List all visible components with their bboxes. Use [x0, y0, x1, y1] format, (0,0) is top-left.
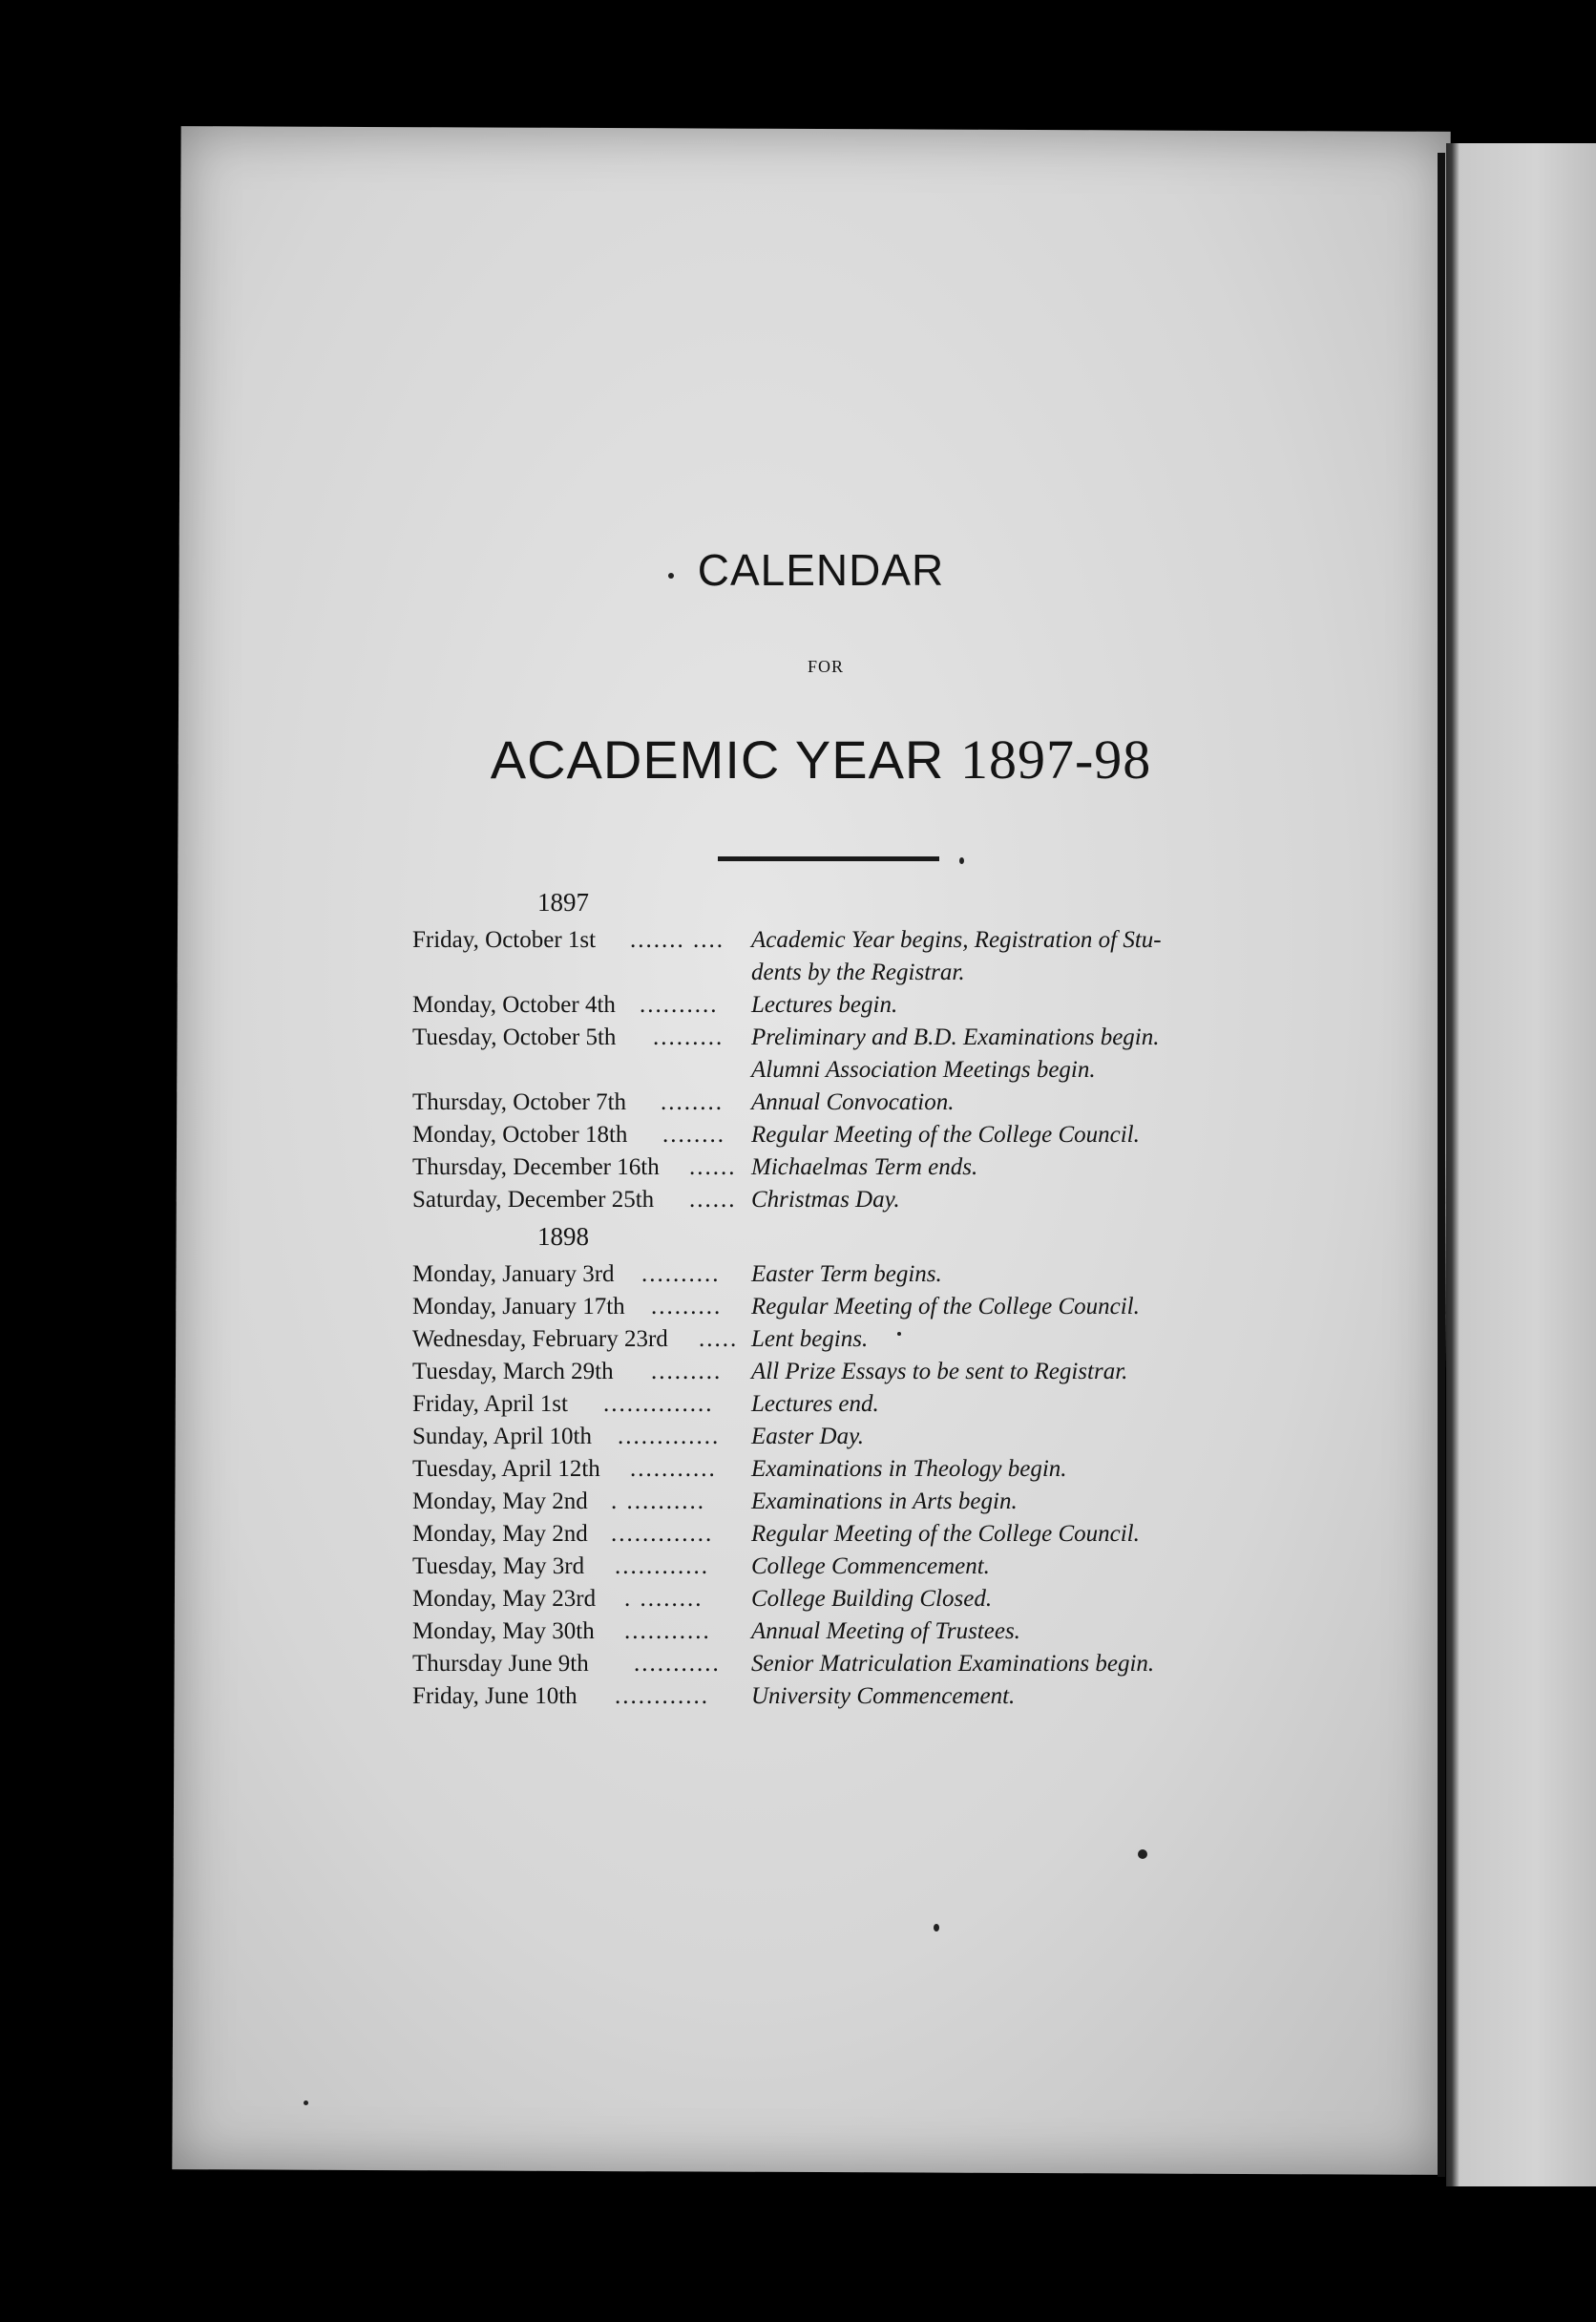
- calendar-entry: [412, 1022, 1252, 1087]
- calendar-entry: [412, 1356, 1252, 1388]
- leader-dots: ..............: [603, 1391, 714, 1417]
- entry-event: Easter Day.: [751, 1424, 865, 1449]
- entry-date: Saturday, December 25th: [412, 1187, 655, 1213]
- calendar-entry: [412, 1518, 1252, 1551]
- subtitle-text: ACADEMIC YEAR: [490, 729, 945, 790]
- entry-event: College Building Closed.: [751, 1586, 993, 1612]
- calendar-entry: [412, 1680, 1252, 1713]
- entry-event: Lectures end.: [751, 1391, 879, 1417]
- leader-dots: ............: [615, 1553, 709, 1579]
- entry-event: Michaelmas Term ends.: [751, 1154, 978, 1180]
- leader-dots: .............: [618, 1424, 721, 1449]
- entry-event: Regular Meeting of the College Council.: [751, 1294, 1140, 1319]
- leader-dots: ...........: [630, 1456, 717, 1482]
- entry-date: Friday, October 1st: [412, 927, 597, 953]
- subtitle-year: 1897-98: [959, 728, 1152, 791]
- leader-dots: . ........: [624, 1586, 704, 1612]
- calendar-entry: [412, 1648, 1252, 1680]
- entry-date: Monday, January 17th: [412, 1294, 625, 1319]
- calendar-entry: [412, 1184, 1252, 1216]
- entry-event: University Commencement.: [751, 1683, 1016, 1709]
- leader-dots: ..........: [641, 1261, 721, 1287]
- scan-speck: [897, 1332, 901, 1336]
- leader-dots: .............: [611, 1521, 714, 1547]
- entry-event: Senior Matriculation Examinations begin.: [751, 1651, 1155, 1677]
- calendar-entry: [412, 1583, 1252, 1615]
- leader-dots: ..........: [640, 992, 719, 1018]
- calendar-entry: [412, 1151, 1252, 1184]
- entry-date: Wednesday, February 23rd: [412, 1326, 668, 1352]
- leader-dots: ......: [689, 1154, 737, 1180]
- calendar-entry: [412, 1388, 1252, 1421]
- entry-event: Lent begins.: [751, 1326, 869, 1352]
- page-title: CALENDAR: [697, 545, 945, 595]
- entry-date: Monday, May 2nd: [412, 1521, 588, 1547]
- right-page-edge: [1446, 143, 1596, 2186]
- entry-event: Lectures begin.: [751, 992, 898, 1018]
- entry-event: Examinations in Theology begin.: [751, 1456, 1067, 1482]
- leader-dots: ............: [615, 1683, 709, 1709]
- entry-date: Monday, October 4th: [412, 992, 616, 1018]
- entry-event: Annual Meeting of Trustees.: [751, 1618, 1020, 1644]
- calendar-entry: [412, 1119, 1252, 1151]
- for-label: FOR: [807, 657, 844, 676]
- entry-event: Christmas Day.: [751, 1187, 900, 1213]
- calendar-entry: [412, 1291, 1252, 1323]
- calendar-entry: [412, 1258, 1252, 1291]
- leader-dots: ........: [662, 1122, 725, 1148]
- page-subtitle: [0, 728, 1596, 792]
- calendar-entry: [412, 989, 1252, 1022]
- entry-date: Thursday, October 7th: [412, 1089, 627, 1115]
- leader-dots: .....: [699, 1326, 739, 1352]
- entry-event: Academic Year begins, Registration of Stu-: [751, 927, 1162, 953]
- entry-date: Monday, May 30th: [412, 1618, 595, 1644]
- calendar-entry: [412, 1486, 1252, 1518]
- entry-date: Friday, June 10th: [412, 1683, 578, 1709]
- scan-speck: [1138, 1849, 1147, 1859]
- calendar-entry: [412, 1323, 1252, 1356]
- calendar-entry: [412, 1453, 1252, 1486]
- leader-dots: ...........: [634, 1651, 721, 1677]
- leader-dots: . ..........: [611, 1488, 705, 1514]
- entry-date: Monday, May 23rd: [412, 1586, 597, 1612]
- leader-dots: ....... ....: [630, 927, 724, 953]
- entry-date: Monday, January 3rd: [412, 1261, 615, 1287]
- entry-date: Friday, April 1st: [412, 1391, 568, 1417]
- section-year-1898: 1898: [537, 1222, 589, 1251]
- entry-event: Preliminary and B.D. Examinations begin.: [751, 1024, 1160, 1050]
- calendar-list-1897: [412, 924, 1252, 1216]
- title-rule: [718, 856, 939, 861]
- entry-event: Annual Convocation.: [751, 1089, 955, 1115]
- calendar-entry: [412, 1421, 1252, 1453]
- leader-dots: .........: [651, 1294, 723, 1319]
- entry-date: Monday, October 18th: [412, 1122, 628, 1148]
- entry-date: Thursday June 9th: [412, 1651, 589, 1677]
- entry-date: Tuesday, October 5th: [412, 1024, 617, 1050]
- entry-date: Tuesday, March 29th: [412, 1359, 614, 1384]
- leader-dots: .........: [651, 1359, 723, 1384]
- entry-date: Tuesday, May 3rd: [412, 1553, 585, 1579]
- scan-speck: [959, 857, 964, 864]
- entry-date: Monday, May 2nd: [412, 1488, 588, 1514]
- leader-dots: ...........: [624, 1618, 711, 1644]
- entry-event: Examinations in Arts begin.: [751, 1488, 1018, 1514]
- scan-speck: [934, 1924, 939, 1931]
- calendar-list-1898: [412, 1258, 1252, 1713]
- calendar-entry: [412, 1087, 1252, 1119]
- scan-speck: [304, 2100, 308, 2105]
- page-gutter: [1438, 153, 1445, 2177]
- entry-event: College Commencement.: [751, 1553, 990, 1579]
- leader-dots: ......: [689, 1187, 737, 1213]
- entry-event: Regular Meeting of the College Council.: [751, 1521, 1140, 1547]
- entry-date: Tuesday, April 12th: [412, 1456, 600, 1482]
- entry-date: Thursday, December 16th: [412, 1154, 660, 1180]
- entry-date: Sunday, April 10th: [412, 1424, 592, 1449]
- entry-event: Regular Meeting of the College Council.: [751, 1122, 1140, 1148]
- entry-event: Easter Term begins.: [751, 1261, 942, 1287]
- entry-event-continued: Alumni Association Meetings begin.: [751, 1057, 1096, 1083]
- calendar-entry: [412, 924, 1252, 989]
- calendar-entry: [412, 1615, 1252, 1648]
- section-year-1897: 1897: [537, 888, 589, 917]
- calendar-entry: [412, 1551, 1252, 1583]
- leader-dots: .........: [653, 1024, 724, 1050]
- leader-dots: ........: [661, 1089, 724, 1115]
- entry-event-continued: dents by the Registrar.: [751, 960, 965, 985]
- entry-event: All Prize Essays to be sent to Registrar.: [751, 1359, 1128, 1384]
